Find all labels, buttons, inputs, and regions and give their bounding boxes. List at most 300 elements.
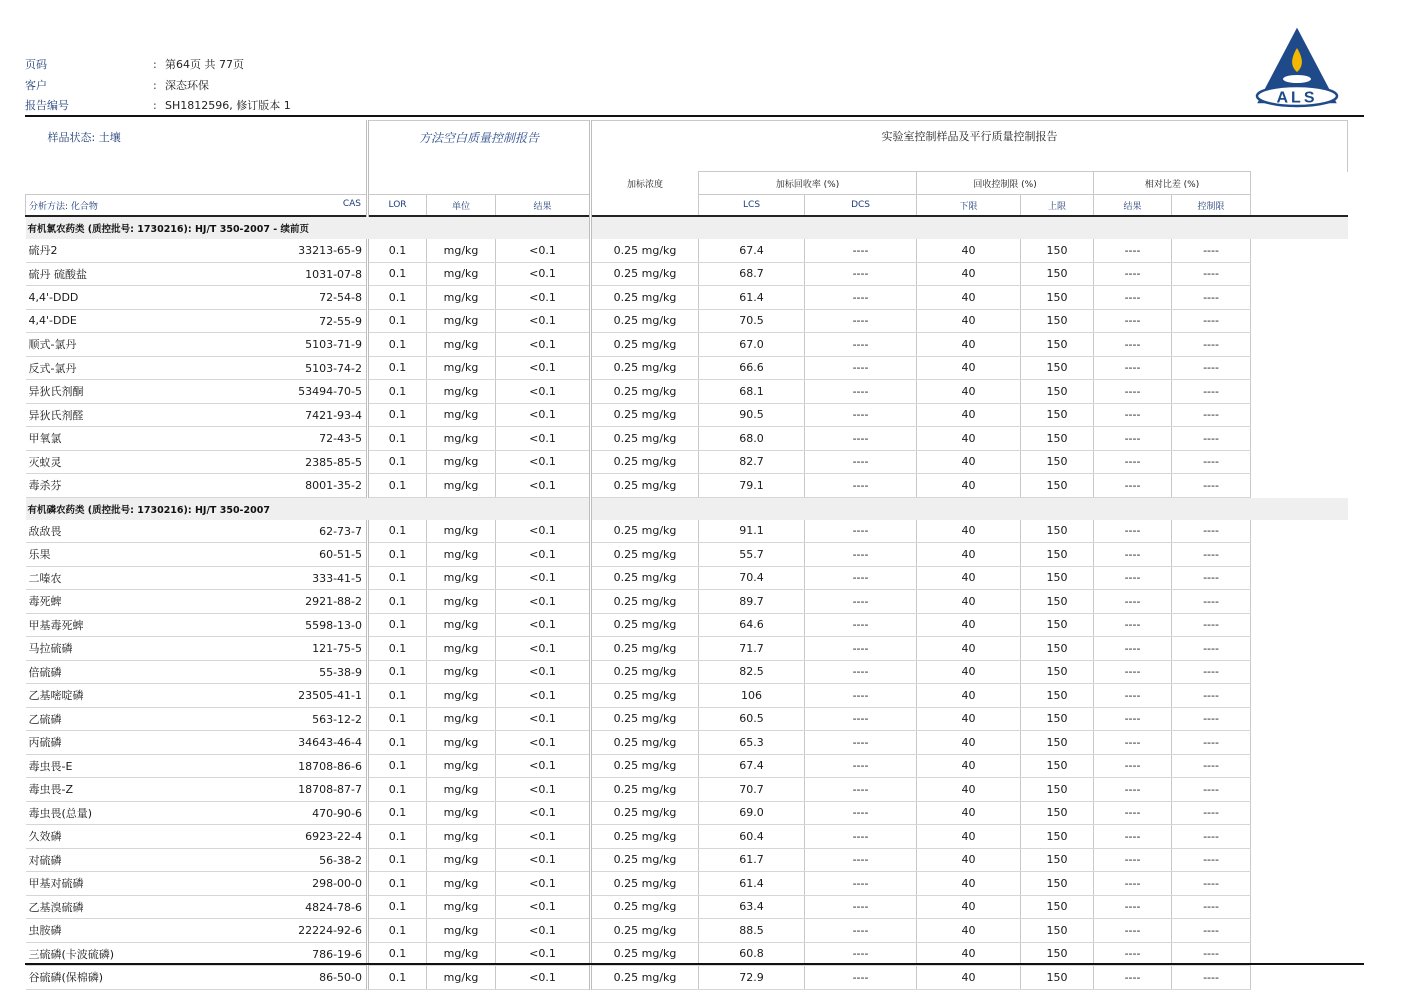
- spike-concentration: 0.25 mg/kg: [591, 566, 699, 590]
- lower-limit: 40: [917, 966, 1021, 990]
- table-row: [26, 660, 1348, 684]
- dcs-header: DCS: [805, 195, 917, 217]
- upper-limit: 150: [1021, 590, 1094, 614]
- lor-value: 0.1: [368, 566, 427, 590]
- lower-limit: 40: [917, 919, 1021, 943]
- rpd-header: 相对比差 (%): [1094, 172, 1251, 195]
- cas-number: 53494-70-5: [298, 385, 363, 398]
- unit-value: mg/kg: [427, 403, 496, 427]
- top-rule: [25, 115, 1364, 117]
- compound-label: 硫丹2: [28, 244, 58, 258]
- blank-result: <0.1: [496, 566, 591, 590]
- rpd-result: ----: [1094, 872, 1172, 896]
- compound-name: [26, 919, 368, 943]
- group-row-fill: [591, 216, 1348, 239]
- cas-number: 786-19-6: [312, 947, 363, 961]
- lower-limit: 40: [917, 520, 1021, 543]
- rpd-limit: ----: [1172, 895, 1251, 919]
- lor-value: 0.1: [368, 872, 427, 896]
- lower-limit: 40: [917, 848, 1021, 872]
- unit-value: mg/kg: [427, 966, 496, 990]
- lower-limit: 40: [917, 286, 1021, 310]
- upper-limit: 150: [1021, 474, 1094, 498]
- table-row: [26, 450, 1348, 474]
- spike-concentration: 0.25 mg/kg: [591, 637, 699, 661]
- rpd-result: ----: [1094, 474, 1172, 498]
- spike-concentration: 0.25 mg/kg: [591, 450, 699, 474]
- compound-label: 甲基对硫磷: [28, 877, 84, 891]
- lcs-recovery: 79.1: [699, 474, 805, 498]
- dcs-recovery: ----: [805, 286, 917, 310]
- spike-concentration: 0.25 mg/kg: [591, 872, 699, 896]
- spike-concentration: 0.25 mg/kg: [591, 474, 699, 498]
- spike-concentration: 0.25 mg/kg: [591, 590, 699, 614]
- dcs-recovery: ----: [805, 754, 917, 778]
- dcs-recovery: ----: [805, 778, 917, 802]
- blank-result: <0.1: [496, 660, 591, 684]
- cas-number: 2385-85-5: [305, 455, 363, 469]
- rpd-limit: ----: [1172, 262, 1251, 286]
- rpd-limit-header: 控制限: [1172, 195, 1251, 217]
- upper-limit: 150: [1021, 403, 1094, 427]
- lower-limit: 40: [917, 660, 1021, 684]
- blank-result: <0.1: [496, 754, 591, 778]
- spike-concentration: 0.25 mg/kg: [591, 731, 699, 755]
- lower-limit: 40: [917, 590, 1021, 614]
- spike-concentration: 0.25 mg/kg: [591, 825, 699, 849]
- cas-number: 8001-35-2: [305, 479, 363, 492]
- upper-limit: 150: [1021, 520, 1094, 543]
- compound-name: [26, 520, 368, 543]
- table-row: [26, 778, 1348, 802]
- group-title: 有机氯农药类 (质控批号: 1730216): HJ/T 350-2007 - 续前页: [26, 216, 591, 239]
- compound-name: [26, 942, 368, 966]
- lcs-recovery: 63.4: [699, 895, 805, 919]
- spike-concentration: 0.25 mg/kg: [591, 778, 699, 802]
- colon: :: [153, 99, 157, 112]
- dcs-recovery: ----: [805, 309, 917, 333]
- rpd-result: ----: [1094, 309, 1172, 333]
- unit-value: mg/kg: [427, 239, 496, 262]
- compound-label: 虫胺磷: [28, 924, 62, 938]
- lcs-recovery: 68.7: [699, 262, 805, 286]
- table-row: [26, 543, 1348, 567]
- compound-name: [26, 309, 368, 333]
- lower-limit: 40: [917, 872, 1021, 896]
- lcs-recovery: 88.5: [699, 919, 805, 943]
- upper-limit: 150: [1021, 895, 1094, 919]
- upper-limit: 150: [1021, 637, 1094, 661]
- lcs-recovery: 89.7: [699, 590, 805, 614]
- compound-label: 谷硫磷(保棉磷): [28, 971, 104, 985]
- rpd-result: ----: [1094, 731, 1172, 755]
- table-row: [26, 731, 1348, 755]
- lower-limit: 40: [917, 543, 1021, 567]
- lower-limit: 40: [917, 450, 1021, 474]
- lor-value: 0.1: [368, 239, 427, 262]
- lcs-recovery: 90.5: [699, 403, 805, 427]
- lor-value: 0.1: [368, 333, 427, 357]
- lcs-recovery: 82.5: [699, 660, 805, 684]
- lcs-recovery: 64.6: [699, 613, 805, 637]
- lcs-recovery: 65.3: [699, 731, 805, 755]
- compound-label: 敌敌畏: [28, 524, 62, 538]
- compound-label: 4,4'-DDD: [28, 290, 79, 304]
- spike-concentration: 0.25 mg/kg: [591, 660, 699, 684]
- cas-number: 56-38-2: [319, 853, 363, 867]
- lcs-recovery: 67.0: [699, 333, 805, 357]
- recovery-header: 加标回收率 (%): [699, 172, 917, 195]
- client-value: 深态环保: [165, 78, 209, 92]
- cas-number: 5598-13-0: [305, 618, 363, 632]
- result-header: 结果: [496, 195, 591, 217]
- cas-number: 333-41-5: [312, 571, 363, 585]
- compound-name: [26, 450, 368, 474]
- blank-result: <0.1: [496, 801, 591, 825]
- compound-name: [26, 660, 368, 684]
- rpd-limit: ----: [1172, 333, 1251, 357]
- lor-value: 0.1: [368, 427, 427, 451]
- upper-limit: 150: [1021, 333, 1094, 357]
- lor-value: 0.1: [368, 778, 427, 802]
- cas-number: 470-90-6: [312, 806, 363, 820]
- rpd-result: ----: [1094, 942, 1172, 966]
- table-row: [26, 403, 1348, 427]
- lor-value: 0.1: [368, 543, 427, 567]
- rpd-result: ----: [1094, 356, 1172, 380]
- blank-result: <0.1: [496, 474, 591, 498]
- rpd-limit: ----: [1172, 637, 1251, 661]
- compound-label: 丙硫磷: [28, 736, 62, 750]
- dcs-recovery: ----: [805, 613, 917, 637]
- rpd-limit: ----: [1172, 731, 1251, 755]
- unit-value: mg/kg: [427, 520, 496, 543]
- blank-result: <0.1: [496, 333, 591, 357]
- compound-label: 二嗪农: [28, 571, 62, 585]
- spike-concentration: 0.25 mg/kg: [591, 966, 699, 990]
- table-row: [26, 966, 1348, 990]
- lower-limit: 40: [917, 239, 1021, 262]
- rpd-limit: ----: [1172, 474, 1251, 498]
- dcs-recovery: ----: [805, 731, 917, 755]
- spike-concentration: 0.25 mg/kg: [591, 262, 699, 286]
- rpd-result: ----: [1094, 684, 1172, 708]
- lor-value: 0.1: [368, 801, 427, 825]
- blank-result: <0.1: [496, 427, 591, 451]
- dcs-recovery: ----: [805, 801, 917, 825]
- lcs-recovery: 60.5: [699, 707, 805, 731]
- compound-name: [26, 543, 368, 567]
- rpd-limit: ----: [1172, 801, 1251, 825]
- lower-limit: 40: [917, 474, 1021, 498]
- report-number-value: SH1812596, 修订版本 1: [165, 99, 291, 112]
- upper-limit: 150: [1021, 919, 1094, 943]
- dcs-recovery: ----: [805, 427, 917, 451]
- unit-value: mg/kg: [427, 474, 496, 498]
- unit-value: mg/kg: [427, 919, 496, 943]
- cas-number: 1031-07-8: [305, 267, 363, 281]
- compound-name: [26, 474, 368, 498]
- rpd-limit: ----: [1172, 966, 1251, 990]
- dcs-recovery: ----: [805, 566, 917, 590]
- compound-label: 异狄氏剂酮: [28, 385, 84, 399]
- table-row: [26, 427, 1348, 451]
- rpd-result: ----: [1094, 427, 1172, 451]
- rpd-limit: ----: [1172, 356, 1251, 380]
- lcs-recovery: 68.0: [699, 427, 805, 451]
- spike-concentration: 0.25 mg/kg: [591, 286, 699, 310]
- compound-label: 对硫磷: [28, 853, 62, 867]
- compound-label: 倍硫磷: [28, 665, 62, 679]
- blank-result: <0.1: [496, 872, 591, 896]
- upper-limit: 150: [1021, 450, 1094, 474]
- compound-label: 甲基毒死蜱: [28, 618, 84, 632]
- unit-value: mg/kg: [427, 356, 496, 380]
- lor-value: 0.1: [368, 825, 427, 849]
- compound-name: [26, 731, 368, 755]
- dcs-recovery: ----: [805, 262, 917, 286]
- lcs-recovery: 67.4: [699, 239, 805, 262]
- unit-value: mg/kg: [427, 754, 496, 778]
- blank-result: <0.1: [496, 239, 591, 262]
- compound-label: 毒虫畏-E: [28, 759, 73, 773]
- lcs-recovery: 60.8: [699, 942, 805, 966]
- table-row: [26, 239, 1348, 262]
- cas-number: 2921-88-2: [305, 595, 363, 608]
- rpd-result: ----: [1094, 966, 1172, 990]
- cas-number: 23505-41-1: [298, 689, 363, 702]
- spike-concentration: 0.25 mg/kg: [591, 684, 699, 708]
- cas-number: 72-55-9: [319, 314, 363, 328]
- unit-value: mg/kg: [427, 801, 496, 825]
- lor-value: 0.1: [368, 262, 427, 286]
- table-row: [26, 262, 1348, 286]
- blank-result: <0.1: [496, 543, 591, 567]
- cas-number: 121-75-5: [312, 642, 363, 655]
- rpd-limit: ----: [1172, 848, 1251, 872]
- lower-limit: 40: [917, 942, 1021, 966]
- upper-limit: 150: [1021, 309, 1094, 333]
- upper-limit: 150: [1021, 731, 1094, 755]
- spike-concentration: 0.25 mg/kg: [591, 848, 699, 872]
- blank-result: <0.1: [496, 895, 591, 919]
- dcs-recovery: ----: [805, 825, 917, 849]
- upper-limit: 150: [1021, 754, 1094, 778]
- cas-number: 22224-92-6: [298, 924, 363, 937]
- table-row: [26, 707, 1348, 731]
- spike-concentration: 0.25 mg/kg: [591, 333, 699, 357]
- compound-label: 三硫磷(卡波硫磷): [28, 947, 115, 961]
- compound-name: [26, 590, 368, 614]
- rpd-result: ----: [1094, 380, 1172, 404]
- compound-label: 反式-氯丹: [28, 361, 77, 375]
- dcs-recovery: ----: [805, 848, 917, 872]
- client-label: 客户: [25, 78, 47, 92]
- table-row: [26, 356, 1348, 380]
- lower-limit: 40: [917, 613, 1021, 637]
- spike-concentration: 0.25 mg/kg: [591, 239, 699, 262]
- lower-limit: 40: [917, 684, 1021, 708]
- compound-name: [26, 239, 368, 262]
- rpd-result: ----: [1094, 895, 1172, 919]
- compound-name: [26, 286, 368, 310]
- dcs-recovery: ----: [805, 966, 917, 990]
- rpd-limit: ----: [1172, 660, 1251, 684]
- spike-concentration: 0.25 mg/kg: [591, 520, 699, 543]
- compound-name: [26, 637, 368, 661]
- cas-number: 5103-74-2: [305, 361, 363, 375]
- rpd-limit: ----: [1172, 872, 1251, 896]
- compound-label: 异狄氏剂醛: [28, 408, 84, 422]
- lor-value: 0.1: [368, 966, 427, 990]
- table-row: [26, 613, 1348, 637]
- table-row: [26, 380, 1348, 404]
- blank-result: <0.1: [496, 731, 591, 755]
- blank-result: <0.1: [496, 684, 591, 708]
- table-row: [26, 637, 1348, 661]
- rpd-result: ----: [1094, 566, 1172, 590]
- cas-number: 72-43-5: [319, 432, 363, 445]
- rpd-limit: ----: [1172, 919, 1251, 943]
- dcs-recovery: ----: [805, 872, 917, 896]
- lower-limit: 40: [917, 801, 1021, 825]
- method-compound-cell: [26, 195, 368, 217]
- als-logo: [1254, 24, 1340, 108]
- blank-result: <0.1: [496, 613, 591, 637]
- lower-limit: 40: [917, 778, 1021, 802]
- compound-label: 乐果: [28, 548, 51, 562]
- compound-name: [26, 872, 368, 896]
- compound-name: [26, 427, 368, 451]
- rpd-limit: ----: [1172, 309, 1251, 333]
- upper-limit: 150: [1021, 848, 1094, 872]
- rpd-result: ----: [1094, 543, 1172, 567]
- rpd-limit: ----: [1172, 566, 1251, 590]
- compound-name: [26, 613, 368, 637]
- rpd-result: ----: [1094, 520, 1172, 543]
- lor-value: 0.1: [368, 286, 427, 310]
- unit-value: mg/kg: [427, 566, 496, 590]
- compound-label: 乙基溴硫磷: [28, 900, 84, 914]
- blank-result: <0.1: [496, 590, 591, 614]
- upper-limit: 150: [1021, 801, 1094, 825]
- compound-name: [26, 825, 368, 849]
- spike-concentration: 0.25 mg/kg: [591, 380, 699, 404]
- lcs-recovery: 66.6: [699, 356, 805, 380]
- rpd-limit: ----: [1172, 380, 1251, 404]
- lower-limit: 40: [917, 262, 1021, 286]
- rpd-result: ----: [1094, 778, 1172, 802]
- compound-name: [26, 333, 368, 357]
- dcs-recovery: ----: [805, 356, 917, 380]
- page-number-label: 页码: [25, 58, 47, 71]
- spike-concentration: 0.25 mg/kg: [591, 543, 699, 567]
- blank-result: <0.1: [496, 286, 591, 310]
- table-row: [26, 309, 1348, 333]
- spike-concentration-header: 加标浓度: [591, 172, 699, 217]
- rpd-limit: ----: [1172, 450, 1251, 474]
- lower-limit-header: 下限: [917, 195, 1021, 217]
- lower-limit: 40: [917, 637, 1021, 661]
- compound-label: 马拉硫磷: [28, 642, 73, 656]
- upper-limit: 150: [1021, 262, 1094, 286]
- rpd-result: ----: [1094, 333, 1172, 357]
- blank-result: <0.1: [496, 848, 591, 872]
- unit-value: mg/kg: [427, 590, 496, 614]
- blank-result: <0.1: [496, 942, 591, 966]
- lower-limit: 40: [917, 309, 1021, 333]
- blank-result: <0.1: [496, 380, 591, 404]
- blank-result: <0.1: [496, 966, 591, 990]
- blank-result: <0.1: [496, 356, 591, 380]
- upper-limit: 150: [1021, 543, 1094, 567]
- compound-label: 灭蚁灵: [28, 455, 62, 469]
- unit-value: mg/kg: [427, 872, 496, 896]
- unit-value: mg/kg: [427, 450, 496, 474]
- rpd-result: ----: [1094, 403, 1172, 427]
- lower-limit: 40: [917, 380, 1021, 404]
- lcs-recovery: 61.7: [699, 848, 805, 872]
- lor-value: 0.1: [368, 637, 427, 661]
- unit-header: 单位: [427, 195, 496, 217]
- lor-header: LOR: [368, 195, 427, 217]
- lor-value: 0.1: [368, 919, 427, 943]
- spike-concentration: 0.25 mg/kg: [591, 919, 699, 943]
- spike-concentration: 0.25 mg/kg: [591, 754, 699, 778]
- cas-number: 34643-46-4: [298, 736, 363, 749]
- upper-limit: 150: [1021, 684, 1094, 708]
- upper-limit: 150: [1021, 778, 1094, 802]
- lower-limit: 40: [917, 403, 1021, 427]
- cas-number: 62-73-7: [319, 524, 363, 538]
- lcs-recovery: 55.7: [699, 543, 805, 567]
- upper-limit: 150: [1021, 825, 1094, 849]
- cas-header: CAS: [342, 199, 362, 209]
- compound-name: [26, 848, 368, 872]
- compound-name: [26, 262, 368, 286]
- cas-number: 5103-71-9: [305, 338, 363, 351]
- lower-limit: 40: [917, 754, 1021, 778]
- table-row: [26, 520, 1348, 543]
- rpd-result: ----: [1094, 707, 1172, 731]
- compound-name: [26, 684, 368, 708]
- upper-limit: 150: [1021, 942, 1094, 966]
- lor-value: 0.1: [368, 731, 427, 755]
- dcs-recovery: ----: [805, 333, 917, 357]
- upper-limit: 150: [1021, 427, 1094, 451]
- rpd-result: ----: [1094, 262, 1172, 286]
- rpd-limit: ----: [1172, 590, 1251, 614]
- cas-number: 60-51-5: [319, 548, 363, 561]
- dcs-recovery: ----: [805, 474, 917, 498]
- lor-value: 0.1: [368, 380, 427, 404]
- dcs-recovery: ----: [805, 660, 917, 684]
- spike-concentration: 0.25 mg/kg: [591, 403, 699, 427]
- lor-value: 0.1: [368, 309, 427, 333]
- compound-label: 毒虫畏(总量): [28, 806, 93, 820]
- unit-value: mg/kg: [427, 660, 496, 684]
- table-row: [26, 919, 1348, 943]
- rpd-limit: ----: [1172, 707, 1251, 731]
- table-row: [26, 684, 1348, 708]
- rpd-limit: ----: [1172, 543, 1251, 567]
- rpd-result: ----: [1094, 286, 1172, 310]
- group-row-fill: [591, 497, 1348, 520]
- unit-value: mg/kg: [427, 309, 496, 333]
- dcs-recovery: ----: [805, 520, 917, 543]
- compound-label: 4,4'-DDE: [28, 314, 77, 328]
- sample-status: 样品状态: 土壤: [26, 121, 368, 195]
